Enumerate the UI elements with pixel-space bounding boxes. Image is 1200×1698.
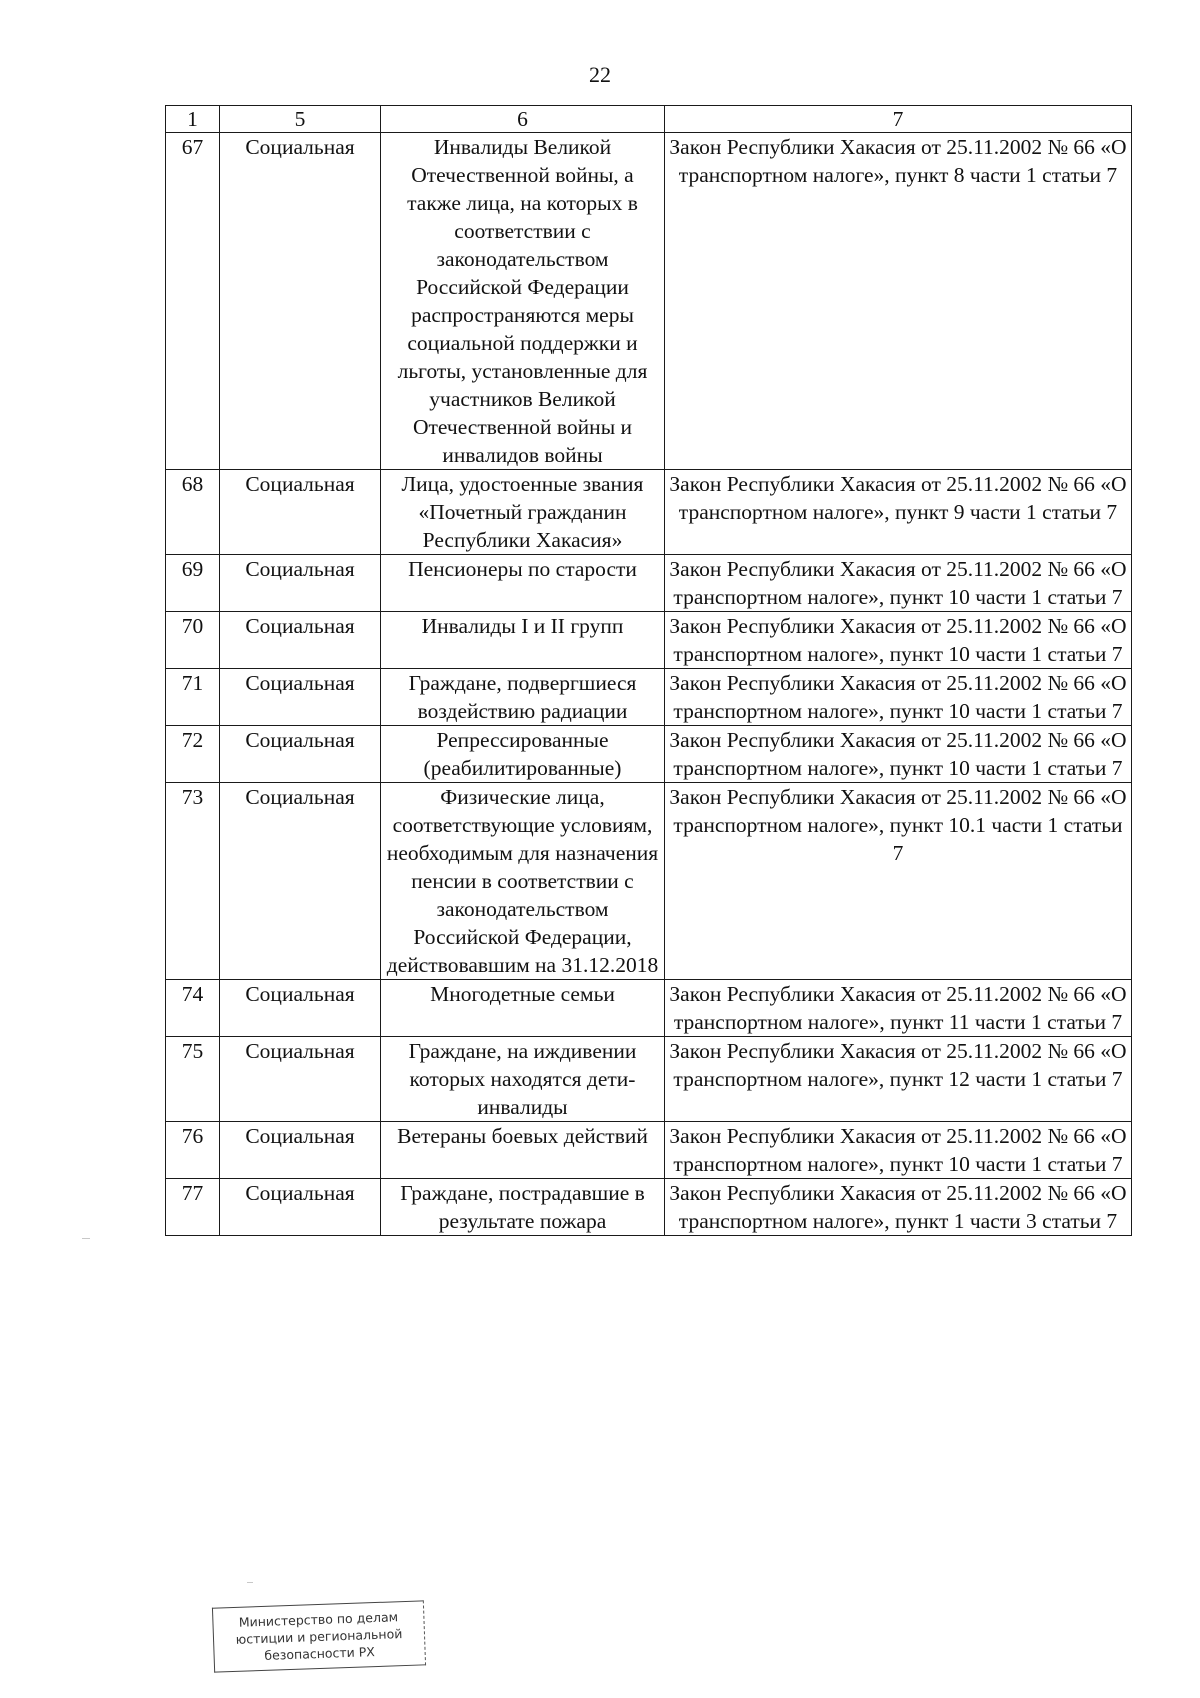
- row-number: 75: [166, 1037, 220, 1122]
- column-header: 7: [665, 106, 1132, 133]
- benefit-category: Граждане, на иждивении которых находятся дети-инвалиды: [381, 1037, 665, 1122]
- benefit-category: Лица, удостоенные звания «Почетный гражданин Республики Хакасия»: [381, 470, 665, 555]
- table-row: [166, 612, 1132, 669]
- row-number: 70: [166, 612, 220, 669]
- row-number: 77: [166, 1179, 220, 1236]
- stamp-line: Министерство по делам: [238, 1609, 399, 1630]
- legal-basis: Закон Республики Хакасия от 25.11.2002 № 66 «О транспортном налоге», пункт 9 части 1 статьи 7: [665, 470, 1132, 555]
- benefit-category: Многодетные семьи: [381, 980, 665, 1037]
- scan-mark: [82, 1238, 90, 1239]
- benefit-category: Репрессированные (реабилитированные): [381, 726, 665, 783]
- column-header: 6: [381, 106, 665, 133]
- column-header: 5: [220, 106, 381, 133]
- benefits-table: [165, 105, 1132, 1236]
- benefit-category: Граждане, подвергшиеся воздействию радиации: [381, 669, 665, 726]
- benefit-type: Социальная: [220, 669, 381, 726]
- stamp-line: юстиции и региональной: [235, 1626, 403, 1647]
- table-row: [166, 783, 1132, 980]
- row-number: 71: [166, 669, 220, 726]
- table-row: [166, 1037, 1132, 1122]
- benefit-type: Социальная: [220, 783, 381, 980]
- row-number: 69: [166, 555, 220, 612]
- column-header: 1: [166, 106, 220, 133]
- row-number: 73: [166, 783, 220, 980]
- table-header-row: [166, 106, 1132, 133]
- benefit-type: Социальная: [220, 1037, 381, 1122]
- table-row: [166, 726, 1132, 783]
- benefit-type: Социальная: [220, 555, 381, 612]
- table-row: [166, 669, 1132, 726]
- stamp-line: безопасности РХ: [264, 1644, 376, 1663]
- benefit-type: Социальная: [220, 1179, 381, 1236]
- legal-basis: Закон Республики Хакасия от 25.11.2002 № 66 «О транспортном налоге», пункт 10 части 1 статьи 7: [665, 612, 1132, 669]
- legal-basis: Закон Республики Хакасия от 25.11.2002 № 66 «О транспортном налоге», пункт 11 части 1 статьи 7: [665, 980, 1132, 1037]
- benefit-category: Инвалиды I и II групп: [381, 612, 665, 669]
- legal-basis: Закон Республики Хакасия от 25.11.2002 № 66 «О транспортном налоге», пункт 10 части 1 статьи 7: [665, 726, 1132, 783]
- benefit-category: Физические лица, соответствующие условиям, необходимым для назначения пенсии в соответствии с законодательством Российской Федерации, действовавшим на 31.12.2018: [381, 783, 665, 980]
- row-number: 72: [166, 726, 220, 783]
- legal-basis: Закон Республики Хакасия от 25.11.2002 № 66 «О транспортном налоге», пункт 10 части 1 статьи 7: [665, 555, 1132, 612]
- scan-mark: [247, 1582, 253, 1583]
- benefit-type: Социальная: [220, 1122, 381, 1179]
- table-row: [166, 1179, 1132, 1236]
- legal-basis: Закон Республики Хакасия от 25.11.2002 № 66 «О транспортном налоге», пункт 10.1 части 1 статьи 7: [665, 783, 1132, 980]
- benefit-type: Социальная: [220, 470, 381, 555]
- row-number: 74: [166, 980, 220, 1037]
- table-row: [166, 555, 1132, 612]
- benefit-category: Пенсионеры по старости: [381, 555, 665, 612]
- legal-basis: Закон Республики Хакасия от 25.11.2002 № 66 «О транспортном налоге», пункт 12 части 1 статьи 7: [665, 1037, 1132, 1122]
- legal-basis: Закон Республики Хакасия от 25.11.2002 № 66 «О транспортном налоге», пункт 10 части 1 статьи 7: [665, 669, 1132, 726]
- table-row: [166, 1122, 1132, 1179]
- benefit-type: Социальная: [220, 726, 381, 783]
- row-number: 67: [166, 133, 220, 470]
- table-row: [166, 980, 1132, 1037]
- legal-basis: Закон Республики Хакасия от 25.11.2002 № 66 «О транспортном налоге», пункт 10 части 1 статьи 7: [665, 1122, 1132, 1179]
- table-row: [166, 133, 1132, 470]
- registration-stamp: [212, 1600, 426, 1672]
- benefit-type: Социальная: [220, 133, 381, 470]
- benefit-type: Социальная: [220, 980, 381, 1037]
- legal-basis: Закон Республики Хакасия от 25.11.2002 № 66 «О транспортном налоге», пункт 1 части 3 статьи 7: [665, 1179, 1132, 1236]
- benefit-type: Социальная: [220, 612, 381, 669]
- row-number: 76: [166, 1122, 220, 1179]
- legal-basis: Закон Республики Хакасия от 25.11.2002 № 66 «О транспортном налоге», пункт 8 части 1 статьи 7: [665, 133, 1132, 470]
- row-number: 68: [166, 470, 220, 555]
- page-number: 22: [589, 62, 611, 87]
- table-row: [166, 470, 1132, 555]
- benefit-category: Инвалиды Великой Отечественной войны, а также лица, на которых в соответствии с законодательством Российской Федерации распространяются меры социальной поддержки и льготы, установленные для участников Великой Отечественной войны и инвалидов войны: [381, 133, 665, 470]
- benefit-category: Граждане, пострадавшие в результате пожара: [381, 1179, 665, 1236]
- benefit-category: Ветераны боевых действий: [381, 1122, 665, 1179]
